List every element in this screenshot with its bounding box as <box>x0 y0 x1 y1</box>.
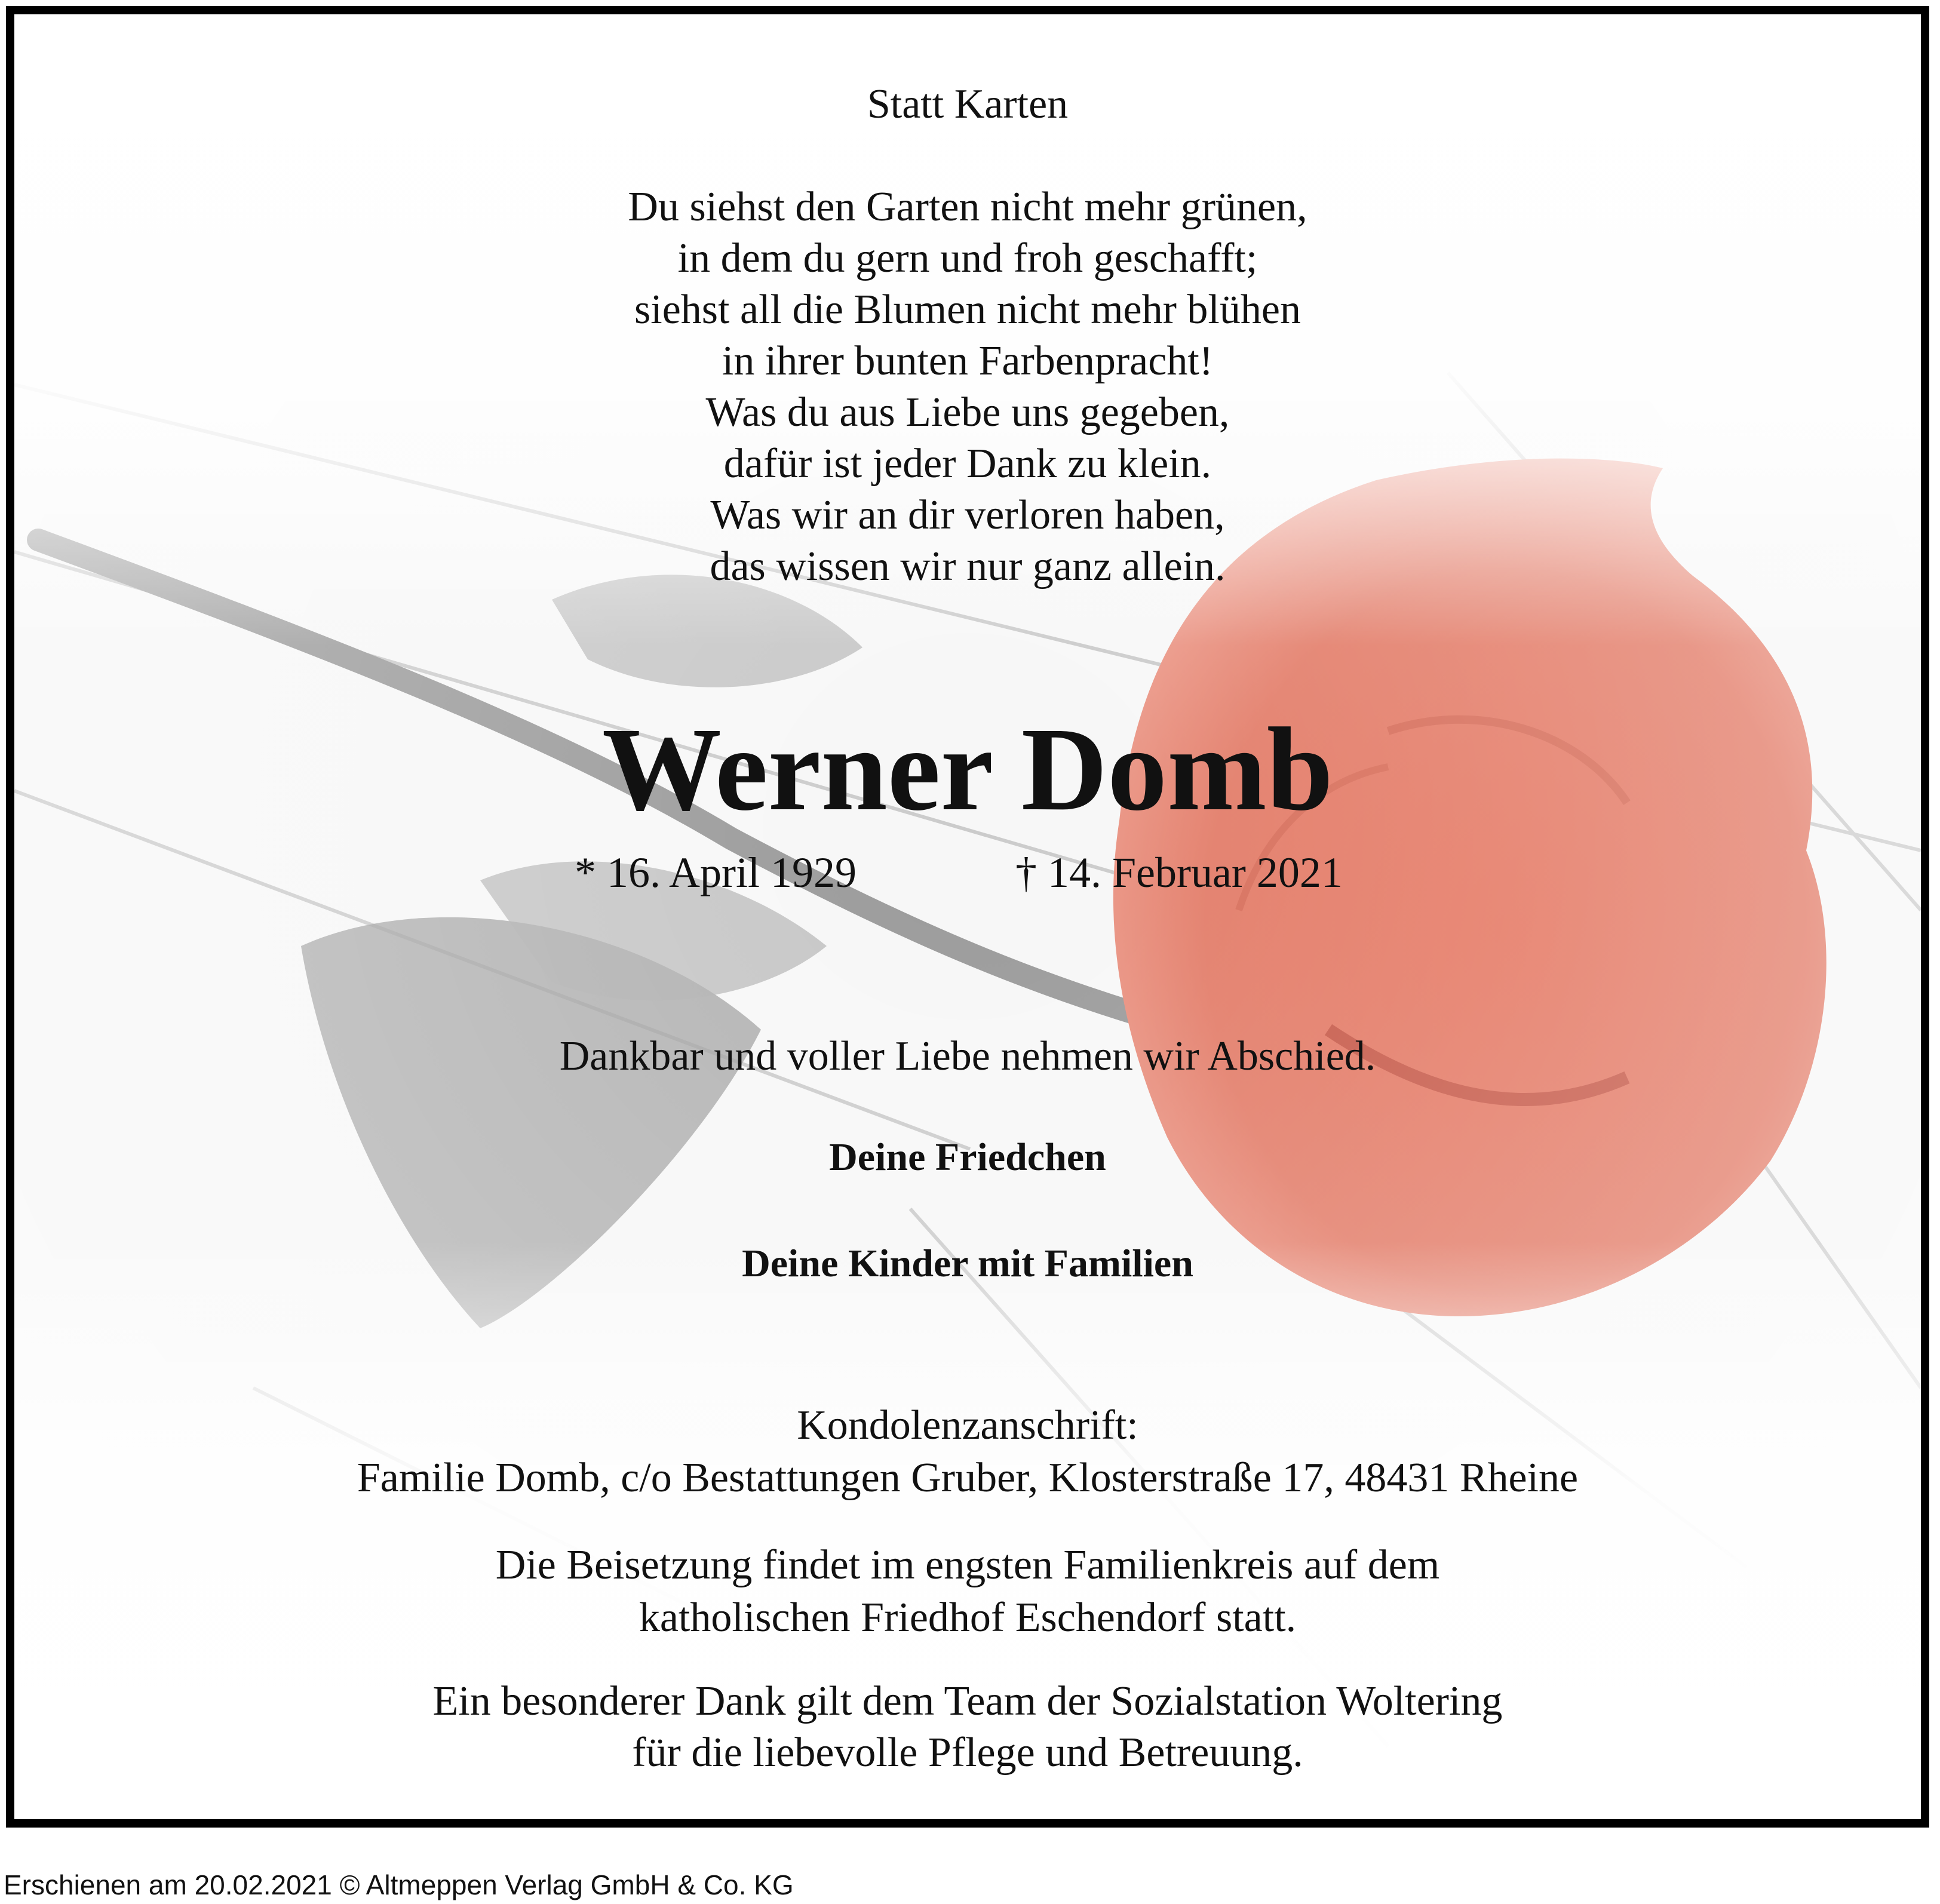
poem-line: siehst all die Blumen nicht mehr blühen <box>634 287 1301 333</box>
poem-line: Was du aus Liebe uns gegeben, <box>705 389 1230 435</box>
condolence-address: Familie Domb, c/o Bestattungen Gruber, Klosterstraße 17, 48431 Rheine <box>357 1455 1579 1501</box>
notice-header: Statt Karten <box>867 81 1069 127</box>
memorial-poem <box>14 182 1921 592</box>
deceased-name: Werner Domb <box>602 704 1333 836</box>
condolence-label: Kondolenzanschrift: <box>797 1402 1138 1448</box>
poem-line: Was wir an dir verloren haben, <box>710 492 1225 538</box>
burial-info-line-1: Die Beisetzung findet im engsten Familienkreis auf dem <box>495 1542 1440 1588</box>
publication-footer: Erschienen am 20.02.2021 © Altmeppen Verlag GmbH & Co. KG <box>4 1869 794 1900</box>
poem-line: Du siehst den Garten nicht mehr grünen, <box>628 184 1307 230</box>
poem-line: dafür ist jeder Dank zu klein. <box>723 441 1212 487</box>
death-date: † 14. Februar 2021 <box>1015 849 1343 896</box>
thanks-line-1: Ein besonderer Dank gilt dem Team der Sozialstation Woltering <box>432 1678 1503 1724</box>
mourner-spouse: Deine Friedchen <box>829 1135 1106 1179</box>
mourner-children: Deine Kinder mit Familien <box>742 1242 1193 1285</box>
poem-line: das wissen wir nur ganz allein. <box>710 543 1226 589</box>
thanks-line-2: für die liebevolle Pflege und Betreuung. <box>632 1730 1303 1776</box>
burial-info-line-2: katholischen Friedhof Eschendorf statt. <box>639 1595 1297 1641</box>
obituary-notice <box>6 6 1929 1828</box>
birth-date: * 16. April 1929 <box>575 849 857 896</box>
farewell-line: Dankbar und voller Liebe nehmen wir Abschied. <box>559 1033 1376 1079</box>
poem-line: in dem du gern und froh geschafft; <box>677 235 1258 281</box>
poem-line: in ihrer bunten Farbenpracht! <box>722 338 1214 384</box>
